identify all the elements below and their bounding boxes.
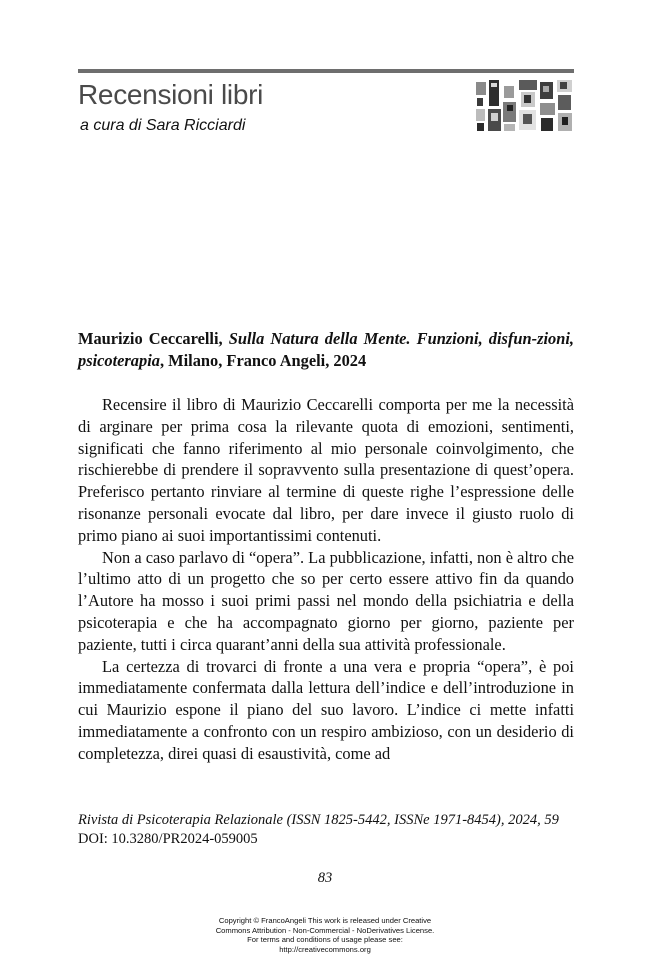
review-paragraph: Non a caso parlavo di “opera”. La pubblicazione, infatti, non è altro che l’ultimo atto di un progetto che so per certo essere attivo fin da quando l’Autore ha mosso i suoi primi passi nel mondo della psichiatria e della psicoterapia e che ha accompagnato giorno per giorno, paziente per paziente, tutti i circa quarant’anni della sua attività professionale. xyxy=(78,547,574,654)
book-title: Sulla Natura della Mente. Funzioni, disfun-zioni, psicoterapia xyxy=(78,329,574,370)
page-number: 83 xyxy=(317,870,333,886)
review-body xyxy=(78,394,574,765)
license-link[interactable]: http://creativecommons.org xyxy=(279,944,371,954)
journal-citation: Rivista di Psicoterapia Relazionale (ISSN 1825-5442, ISSNe 1971-8454), 2024, 59 xyxy=(78,812,559,828)
license-line: Copyright © FrancoAngeli This work is released under Creative xyxy=(218,916,432,925)
source-block xyxy=(78,811,574,849)
doi-line: DOI: 10.3280/PR2024-059005 xyxy=(78,831,258,847)
license-line: Commons Attribution - Non-Commercial - NoDerivatives License. xyxy=(215,925,435,935)
header-rule xyxy=(78,69,574,73)
book-publisher: , Milano, Franco Angeli, 2024 xyxy=(159,351,367,370)
review-paragraph: Recensire il libro di Maurizio Ceccarelli comporta per me la necessità di arginare per prima cosa la rilevante quota di emozioni, sentimenti, significati che fanno riferimento al mio personale coinvolgimento, che rischierebbe di prendere il sopravvento sulla presentazione di quest’opera. Preferisco pertanto rinviare al termine di queste righe l’espressione delle risonanze personali evocate dal libro, per dare invece il giusto ruolo di primo piano ai suoi importantissimi contenuti. xyxy=(78,395,574,545)
review-paragraph: La certezza di trovarci di fronte a una vera e propria “opera”, è poi immediatamente confermata dalla lettura dell’indice e dell’introduzione in cui Maurizio espone il piano del suo lavoro. L’indice ci mette infatti immediatamente a confronto con un respiro ambizioso, con un desiderio di completezza, direi quasi di esaustività, come ad xyxy=(78,656,574,763)
book-citation xyxy=(78,328,574,372)
book-author: Maurizio Ceccarelli, xyxy=(78,329,223,348)
section-editor: a cura di Sara Ricciardi xyxy=(80,117,246,134)
license-line: For terms and conditions of usage please see: xyxy=(247,935,403,945)
license-notice xyxy=(0,916,650,954)
section-title: Recensioni libri xyxy=(78,79,264,110)
photo-collage-icon xyxy=(474,78,574,132)
